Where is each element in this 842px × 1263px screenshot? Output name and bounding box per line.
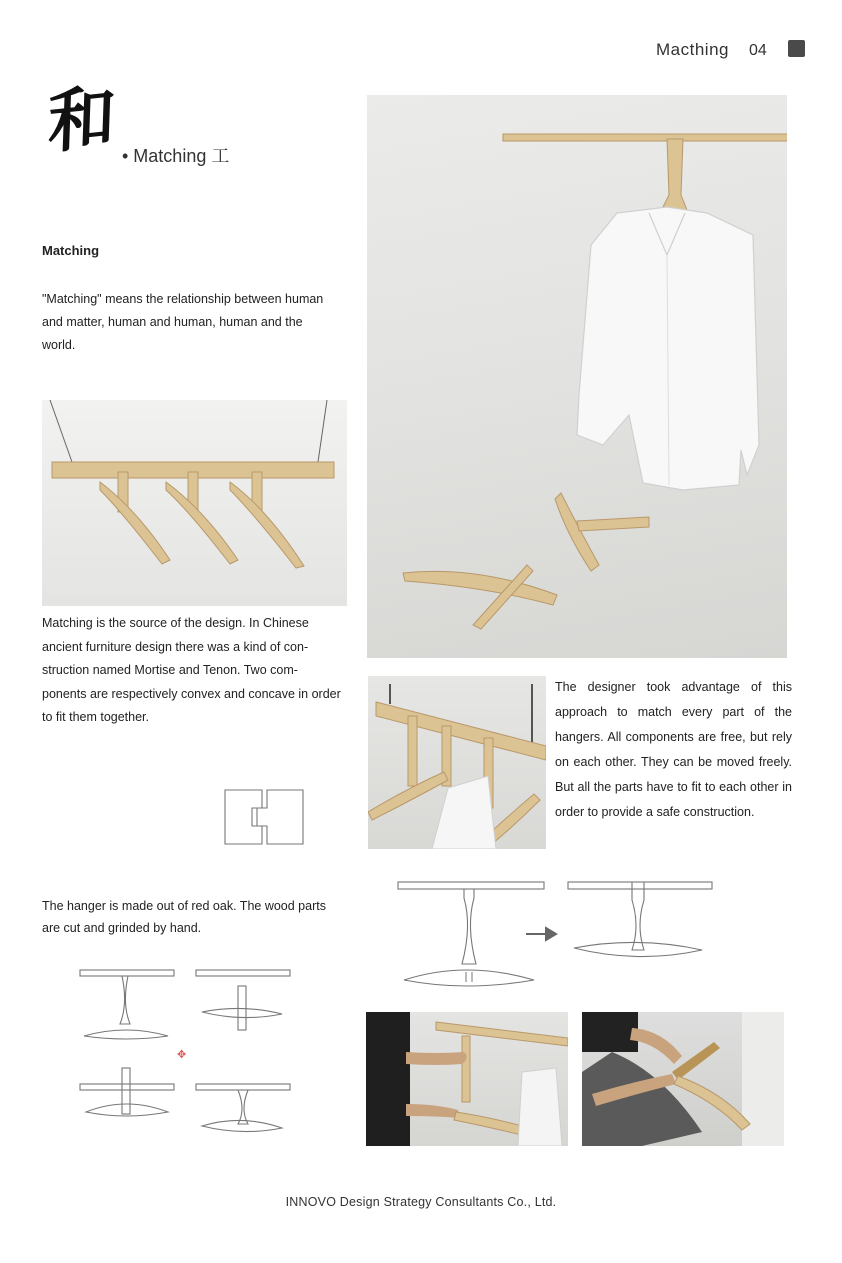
shirt-hanger-photo bbox=[367, 95, 787, 658]
designer-paragraph: The designer took advantage of this approach to match every part of the hangers. All components are free, but rely on each other. They can be moved freely. But all the parts have to fit to each other in order to provide a safe construction. bbox=[555, 680, 792, 819]
footer-company: INNOVO Design Strategy Consultants Co., Ltd. bbox=[285, 1195, 557, 1209]
assembly-arrow-drawing bbox=[394, 876, 718, 996]
hanger-closeup-illustration bbox=[368, 676, 546, 849]
header bbox=[600, 38, 810, 64]
logo bbox=[46, 76, 278, 170]
header-square-icon bbox=[788, 40, 805, 57]
section-title: Macthing bbox=[656, 40, 729, 59]
intro-heading: Matching bbox=[42, 243, 100, 258]
shirt-hanger-illustration bbox=[367, 95, 787, 658]
intro-paragraph: "Matching" means the relationship between human and matter, human and human, human and the world. bbox=[42, 292, 324, 352]
assembly-hands-illustration-right bbox=[582, 1012, 784, 1146]
source-paragraph: Matching is the source of the design. In Chinese ancient furniture design there was a kind of con-struction named Mortise and Tenon. Two com-ponents are respectively convex and concave in order to fit them together. bbox=[42, 616, 341, 724]
hanger-rack-illustration bbox=[42, 400, 347, 606]
assembly-hands-photo-right bbox=[582, 1012, 784, 1146]
hanger-rack-photo bbox=[42, 400, 347, 606]
arrangement-marker-icon: ✥ bbox=[177, 1048, 187, 1061]
assembly-hands-illustration-left bbox=[366, 1012, 568, 1146]
page-number: 04 bbox=[749, 42, 767, 59]
assembly-hands-photo-left bbox=[366, 1012, 568, 1146]
material-paragraph: The hanger is made out of red oak. The wood parts are cut and grinded by hand. bbox=[42, 899, 326, 935]
mortise-tenon-diagram bbox=[222, 786, 306, 850]
logo-subtitle: • Matching 工 bbox=[122, 146, 230, 166]
calligraphy-logo: 和 bbox=[46, 76, 118, 164]
hanger-closeup-photo bbox=[368, 676, 546, 849]
